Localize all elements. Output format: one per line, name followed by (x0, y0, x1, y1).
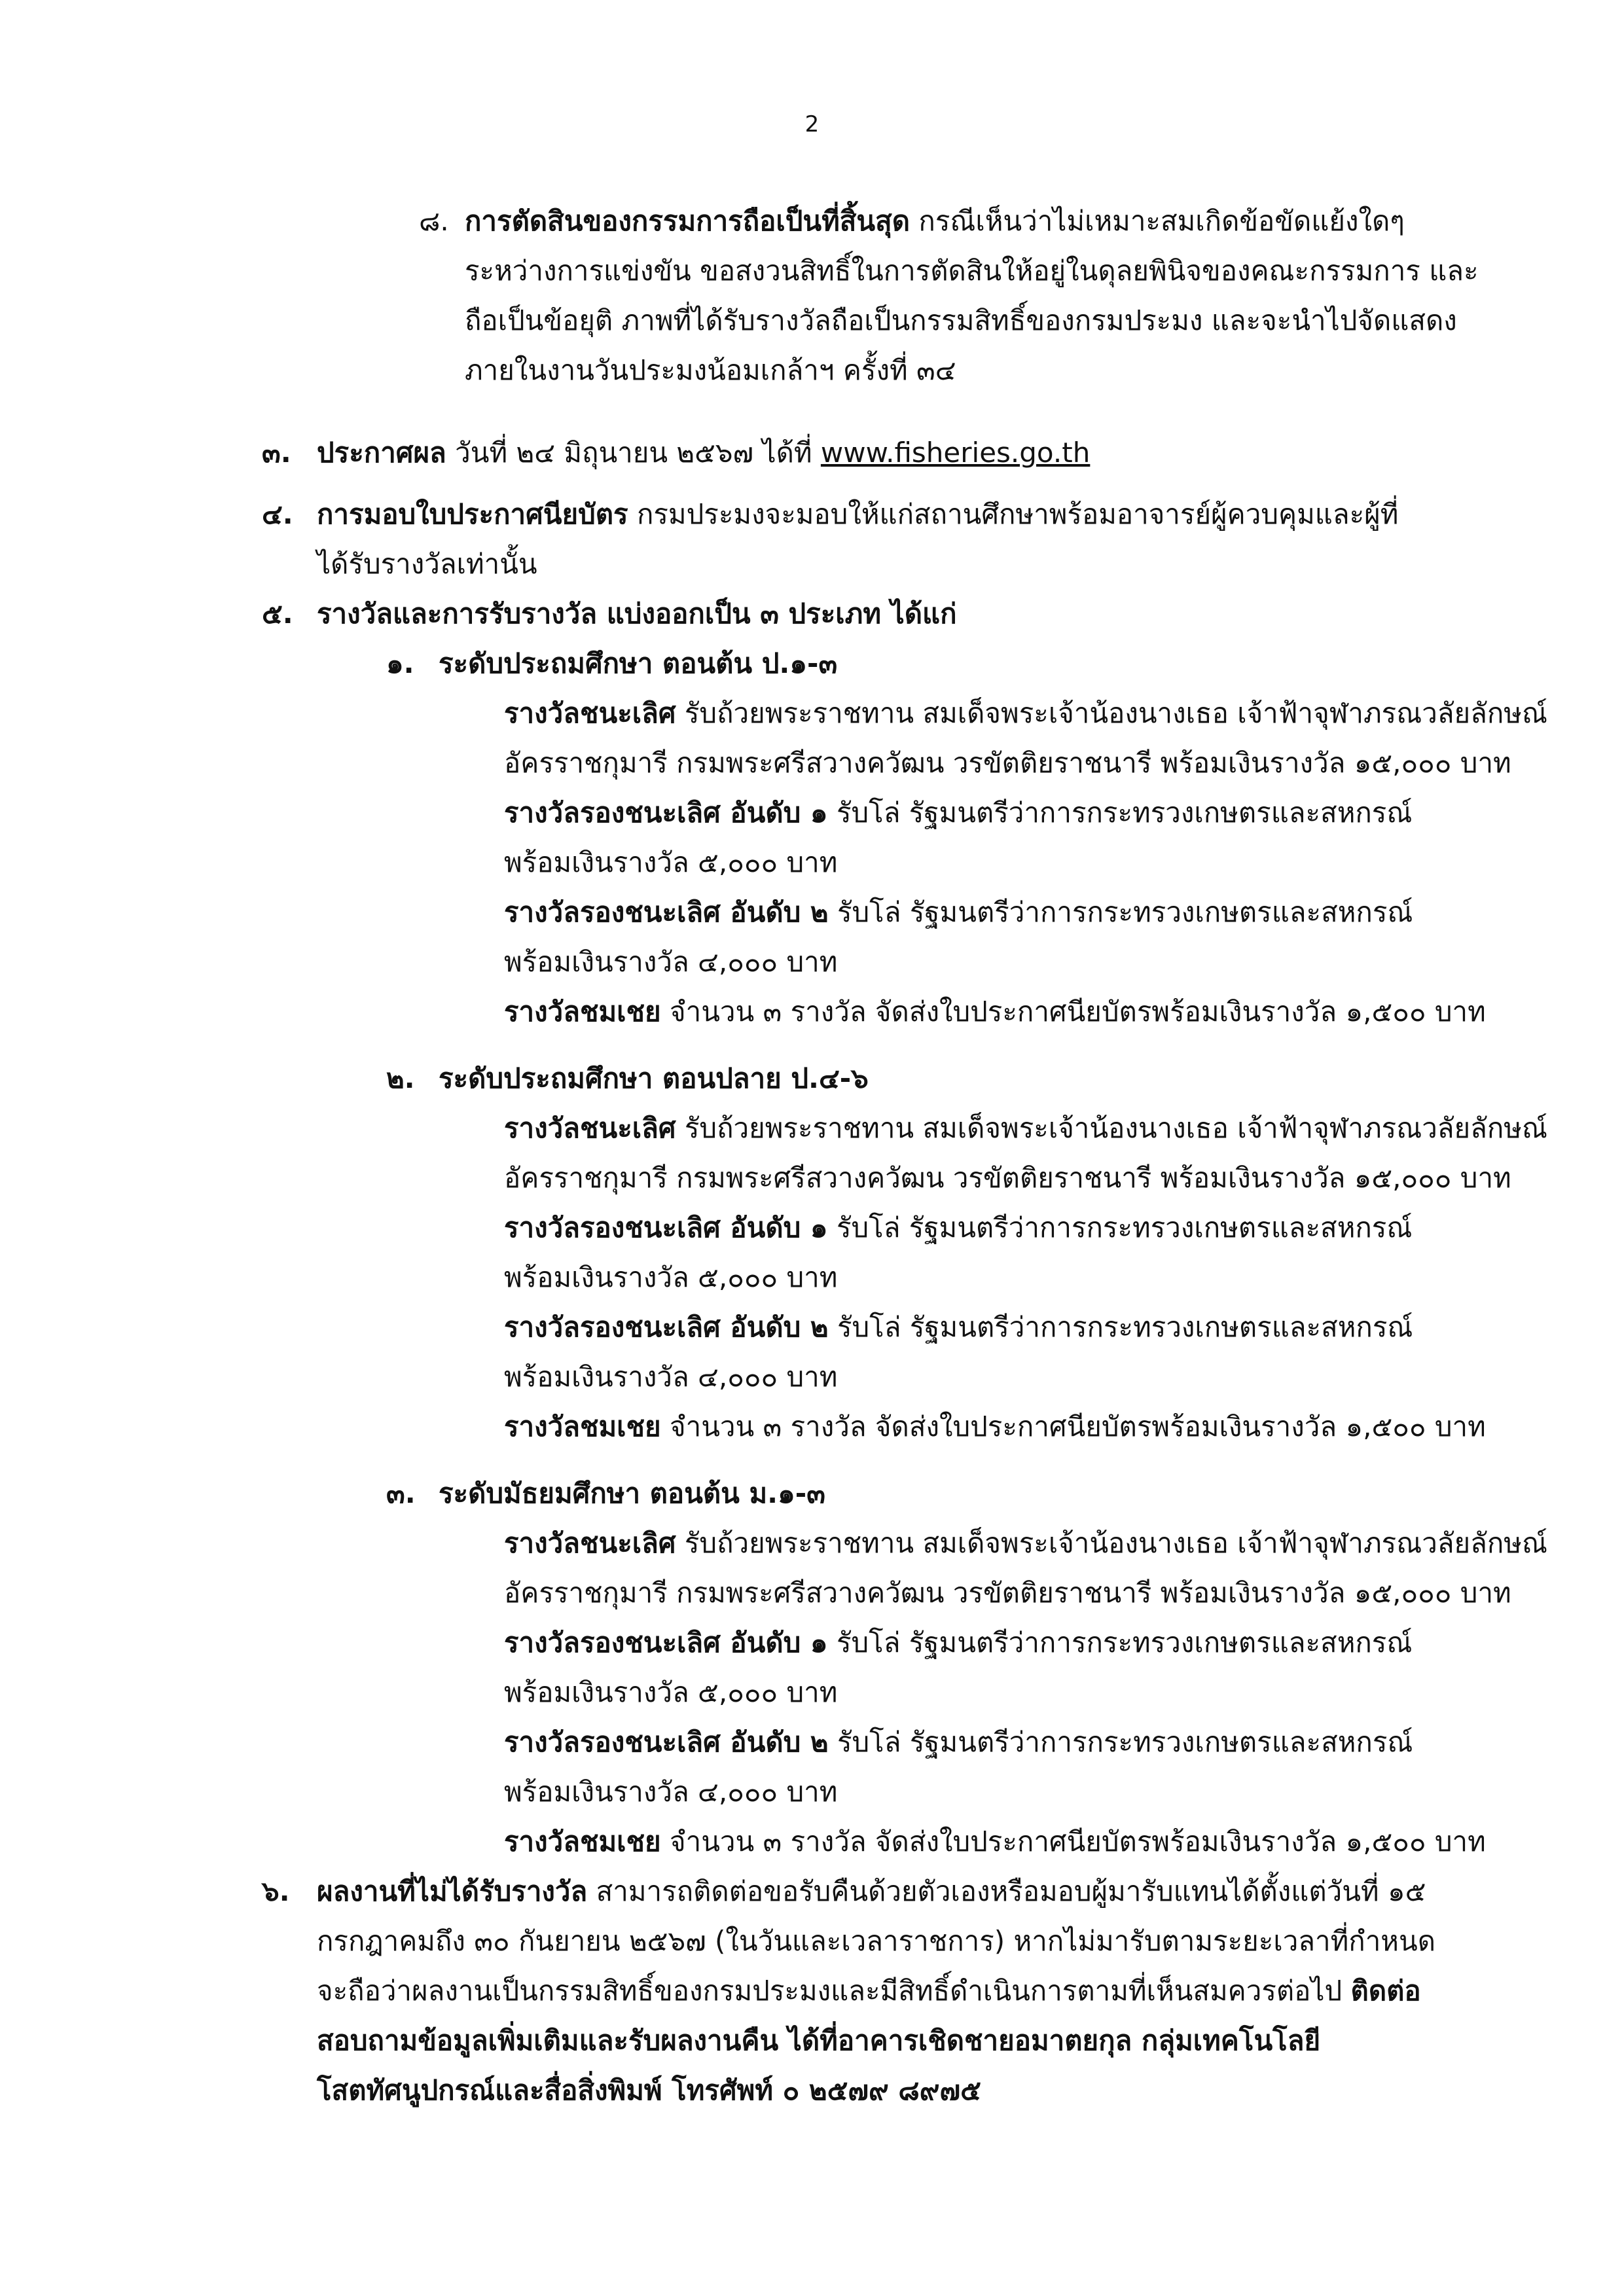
item-8 (0, 196, 1624, 395)
runner-up-1-line-1 (504, 1618, 1551, 1668)
section-4-number: ๔. (262, 498, 293, 530)
runner-up-2-text: รับโล่ รัฐมนตรีว่าการกระทรวงเกษตรและสหกรณ์ (837, 896, 1413, 928)
section-5-heading: รางวัลและการรับรางวัล แบ่งออกเป็น ๓ ประเภท ได้แก่ (317, 598, 957, 630)
runner-up-2-text: รับโล่ รัฐมนตรีว่าการกระทรวงเกษตรและสหกรณ์ (837, 1311, 1413, 1343)
runner-up-1-text: รับโล่ รัฐมนตรีว่าการกระทรวงเกษตรและสหกรณ์ (836, 1626, 1413, 1659)
winner-text: รับถ้วยพระราชทาน สมเด็จพระเจ้าน้องนางเธอ เจ้าฟ้าจุฬาภรณวลัยลักษณ์ (684, 697, 1547, 729)
section-4-text-1: กรมประมงจะมอบให้แก่สถานศึกษาพร้อมอาจารย์ผู้ควบคุมและผู้ที่ (636, 498, 1399, 530)
winner-line-1 (504, 689, 1551, 738)
winner-line-1 (504, 1103, 1551, 1153)
section-4-line-1 (317, 490, 1534, 539)
page-number: 2 (804, 111, 820, 137)
runner-up-1-line-1 (504, 1203, 1551, 1253)
runner-up-1-text: รับโล่ รัฐมนตรีว่าการกระทรวงเกษตรและสหกรณ์ (836, 1211, 1413, 1244)
honorable-mention-label: รางวัลชมเชย (504, 996, 661, 1028)
winner-label: รางวัลชนะเลิศ (504, 697, 676, 729)
winner-label: รางวัลชนะเลิศ (504, 1112, 676, 1144)
item-8-bold: การตัดสินของกรรมการถือเป็นที่สิ้นสุด (465, 205, 911, 237)
runner-up-1-label: รางวัลรองชนะเลิศ อันดับ ๑ (504, 1626, 828, 1659)
honorable-mention-label: รางวัลชมเชย (504, 1825, 661, 1857)
section-3 (0, 428, 1624, 483)
section-4 (0, 490, 1624, 589)
section-4-title: การมอบใบประกาศนียบัตร (317, 498, 628, 530)
item-8-line-1 (465, 196, 1525, 246)
level-3-number: ๓. (386, 1477, 416, 1509)
honorable-mention-text: จำนวน ๓ รางวัล จัดส่งใบประกาศนียบัตรพร้อมเงินรางวัล ๑,๕๐๐ บาท (670, 1825, 1486, 1857)
level-3-title: ระดับมัธยมศึกษา ตอนต้น ม.๑-๓ (439, 1477, 825, 1509)
item-8-line-3: ถือเป็นข้อยุติ ภาพที่ได้รับรางวัลถือเป็นกรรมสิทธิ์ของกรมประมง และจะนำไปจัดแสดง (465, 304, 1457, 336)
winner-line-1 (504, 1518, 1551, 1568)
winner-text: รับถ้วยพระราชทาน สมเด็จพระเจ้าน้องนางเธอ เจ้าฟ้าจุฬาภรณวลัยลักษณ์ (684, 1527, 1547, 1559)
section-6-contact-label: ติดต่อ (1350, 1975, 1421, 2007)
runner-up-1-line-1 (504, 788, 1551, 838)
honorable-mention-line (504, 987, 1551, 1037)
document-body (0, 196, 1624, 2115)
runner-up-2-text: รับโล่ รัฐมนตรีว่าการกระทรวงเกษตรและสหกรณ์ (837, 1726, 1413, 1758)
honorable-mention-line (504, 1402, 1551, 1452)
honorable-mention-text: จำนวน ๓ รางวัล จัดส่งใบประกาศนียบัตรพร้อมเงินรางวัล ๑,๕๐๐ บาท (670, 1410, 1486, 1443)
winner-line-2: อัครราชกุมารี กรมพระศรีสวางควัฒน วรขัตติยราชนารี พร้อมเงินรางวัล ๑๕,๐๐๐ บาท (504, 1577, 1511, 1609)
award-level-2 (0, 1054, 1624, 1452)
section-6-line-2: กรกฎาคมถึง ๓๐ กันยายน ๒๕๖๗ (ในวันและเวลาราชการ) หากไม่มารับตามระยะเวลาที่กำหนด (317, 1925, 1435, 1957)
section-6-number: ๖. (262, 1875, 290, 1907)
runner-up-1-label: รางวัลรองชนะเลิศ อันดับ ๑ (504, 797, 828, 829)
level-1-title: ระดับประถมศึกษา ตอนต้น ป.๑-๓ (439, 647, 838, 679)
level-2-title: ระดับประถมศึกษา ตอนปลาย ป.๔-๖ (439, 1062, 869, 1094)
level-2-number: ๒. (386, 1062, 415, 1094)
runner-up-2-line-2: พร้อมเงินรางวัล ๔,๐๐๐ บาท (504, 1361, 838, 1393)
runner-up-2-line-1 (504, 1302, 1551, 1352)
runner-up-1-line-2: พร้อมเงินรางวัล ๕,๐๐๐ บาท (504, 1676, 838, 1708)
section-6-line-1 (317, 1867, 1534, 1916)
runner-up-2-label: รางวัลรองชนะเลิศ อันดับ ๒ (504, 896, 829, 928)
runner-up-1-line-2: พร้อมเงินรางวัล ๕,๐๐๐ บาท (504, 846, 838, 878)
runner-up-1-label: รางวัลรองชนะเลิศ อันดับ ๑ (504, 1211, 828, 1244)
section-6-text-3: จะถือว่าผลงานเป็นกรรมสิทธิ์ของกรมประมงและมีสิทธิ์ดำเนินการตามที่เห็นสมควรต่อไป (317, 1975, 1343, 2007)
section-6-line-3 (317, 1966, 1534, 2016)
section-4-line-2: ได้รับรางวัลเท่านั้น (317, 548, 537, 580)
section-3-number: ๓. (262, 437, 291, 469)
item-8-number: ๘. (419, 205, 449, 237)
award-level-1 (0, 639, 1624, 1037)
winner-line-2: อัครราชกุมารี กรมพระศรีสวางควัฒน วรขัตติยราชนารี พร้อมเงินรางวัล ๑๕,๐๐๐ บาท (504, 747, 1511, 779)
runner-up-1-line-2: พร้อมเงินรางวัล ๕,๐๐๐ บาท (504, 1261, 838, 1293)
section-3-title: ประกาศผล (317, 437, 446, 469)
honorable-mention-label: รางวัลชมเชย (504, 1410, 661, 1443)
winner-line-2: อัครราชกุมารี กรมพระศรีสวางควัฒน วรขัตติยราชนารี พร้อมเงินรางวัล ๑๕,๐๐๐ บาท (504, 1162, 1511, 1194)
section-6-text-1: สามารถติดต่อขอรับคืนด้วยตัวเองหรือมอบผู้มารับแทนได้ตั้งแต่วันที่ ๑๕ (596, 1875, 1426, 1907)
award-level-3 (0, 1469, 1624, 1867)
level-1-number: ๑. (386, 647, 414, 679)
section-6 (0, 1867, 1624, 2115)
runner-up-1-text: รับโล่ รัฐมนตรีว่าการกระทรวงเกษตรและสหกรณ์ (836, 797, 1413, 829)
runner-up-2-line-1 (504, 1717, 1551, 1767)
runner-up-2-line-2: พร้อมเงินรางวัล ๔,๐๐๐ บาท (504, 1776, 838, 1808)
honorable-mention-line (504, 1817, 1551, 1867)
runner-up-2-line-1 (504, 888, 1551, 937)
fisheries-website-link[interactable]: www.fisheries.go.th (820, 437, 1091, 469)
runner-up-2-line-2: พร้อมเงินรางวัล ๔,๐๐๐ บาท (504, 946, 838, 978)
winner-label: รางวัลชนะเลิศ (504, 1527, 676, 1559)
runner-up-2-label: รางวัลรองชนะเลิศ อันดับ ๒ (504, 1726, 829, 1758)
item-8-line-4: ภายในงานวันประมงน้อมเกล้าฯ ครั้งที่ ๓๔ (465, 354, 956, 386)
section-6-line-4: สอบถามข้อมูลเพิ่มเติมและรับผลงานคืน ได้ที่อาคารเชิดชายอมาตยกุล กลุ่มเทคโนโลยี (317, 2024, 1321, 2056)
item-8-text-1: กรณีเห็นว่าไม่เหมาะสมเกิดข้อขัดแย้งใดๆ (918, 205, 1405, 237)
winner-text: รับถ้วยพระราชทาน สมเด็จพระเจ้าน้องนางเธอ เจ้าฟ้าจุฬาภรณวลัยลักษณ์ (684, 1112, 1547, 1144)
runner-up-2-label: รางวัลรองชนะเลิศ อันดับ ๒ (504, 1311, 829, 1343)
section-6-title: ผลงานที่ไม่ได้รับรางวัล (317, 1875, 588, 1907)
item-8-line-2: ระหว่างการแข่งขัน ขอสงวนสิทธิ์ในการตัดสินให้อยู่ในดุลยพินิจของคณะกรรมการ และ (465, 255, 1479, 287)
section-5 (0, 589, 1624, 639)
section-3-text: วันที่ ๒๔ มิถุนายน ๒๕๖๗ ได้ที่ (455, 437, 812, 469)
section-5-number: ๕. (262, 598, 293, 630)
section-6-line-5: โสตทัศนูปกรณ์และสื่อสิ่งพิมพ์ โทรศัพท์ ๐ ๒๕๗๙ ๘๙๗๕ (317, 2074, 981, 2106)
honorable-mention-text: จำนวน ๓ รางวัล จัดส่งใบประกาศนียบัตรพร้อมเงินรางวัล ๑,๕๐๐ บาท (670, 996, 1486, 1028)
